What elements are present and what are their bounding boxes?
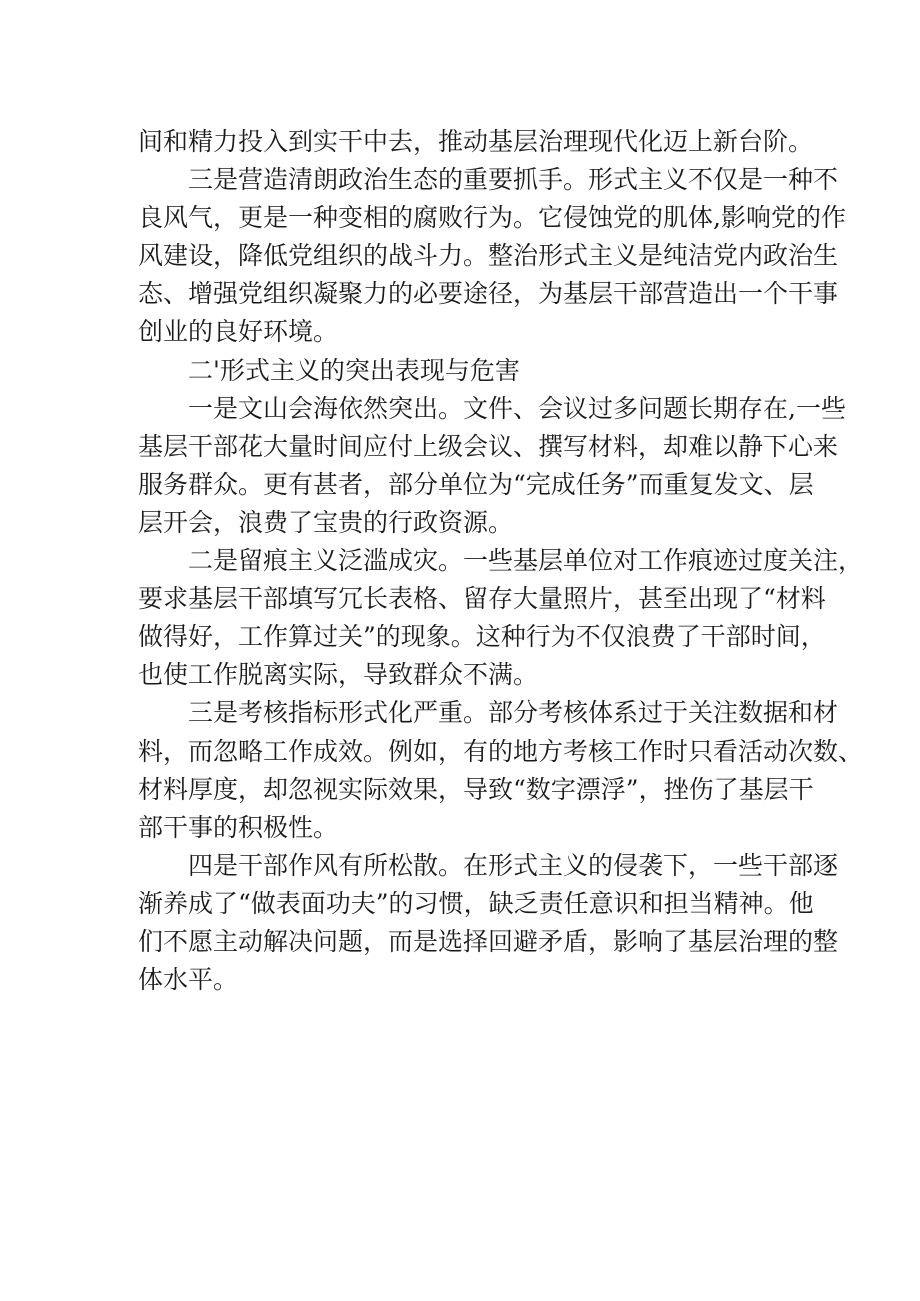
- paragraph-start-line: 一是文山会海依然突出。文件、会议过多问题长期存在,一些: [188, 393, 846, 423]
- text-line: 服务群众。更有甚者，部分单位为“完成任务”而重复发文、层: [138, 469, 814, 499]
- text-line: 也使工作脱离实际，导致群众不满。: [138, 660, 539, 690]
- text-line: 态、增强党组织凝聚力的必要途径，为基层干部营造出一个干事: [138, 279, 839, 309]
- text-line: 渐养成了“做表面功夫”的习惯，缺乏责任意识和担当精神。他: [138, 888, 814, 918]
- text-line: 创业的良好环境。: [138, 317, 339, 347]
- document-body: [138, 123, 864, 999]
- paragraph-start-line: 二是留痕主义泛滥成灾。一些基层单位对工作痕迹过度关注，: [188, 546, 864, 576]
- text-line: 们不愿主动解决问题，而是选择回避矛盾，影响了基层治理的整: [138, 926, 839, 956]
- text-line: 体水平。: [138, 965, 239, 995]
- paragraph-start-line: 三是营造清朗政治生态的重要抓手。形式主义不仅是一种不: [188, 165, 839, 195]
- text-line: 层开会，浪费了宝贵的行政资源。: [138, 507, 514, 537]
- text-line: 基层干部花大量时间应付上级会议、撰写材料，却难以静下心来: [138, 431, 839, 461]
- text-line: 料，而忽略工作成效。例如，有的地方考核工作时只看活动次数、: [138, 736, 864, 766]
- paragraph-start-line: 三是考核指标形式化严重。部分考核体系过于关注数据和材: [188, 698, 839, 728]
- text-line: 材料厚度，却忽视实际效果，导致“数字漂浮”，挫伤了基层干: [138, 774, 814, 804]
- text-line: 良风气，更是一种变相的腐败行为。它侵蚀党的肌体,影响党的作: [138, 203, 846, 233]
- text-line: 要求基层干部填写冗长表格、留存大量照片，甚至出现了“材料: [138, 584, 826, 614]
- text-line: 间和精力投入到实干中去，推动基层治理现代化迈上新台阶。: [138, 127, 814, 156]
- text-line: 部干事的积极性。: [138, 812, 339, 842]
- paragraph-start-line: 四是干部作风有所松散。在形式主义的侵袭下，一些干部逐: [188, 850, 839, 880]
- text-line: 做得好，工作算过关”的现象。这种行为不仅浪费了干部时间，: [138, 622, 826, 652]
- text-line: 风建设，降低党组织的战斗力。整治形式主义是纯洁党内政治生: [138, 241, 839, 271]
- section-heading: 二'形式主义的突出表现与危害: [188, 355, 520, 385]
